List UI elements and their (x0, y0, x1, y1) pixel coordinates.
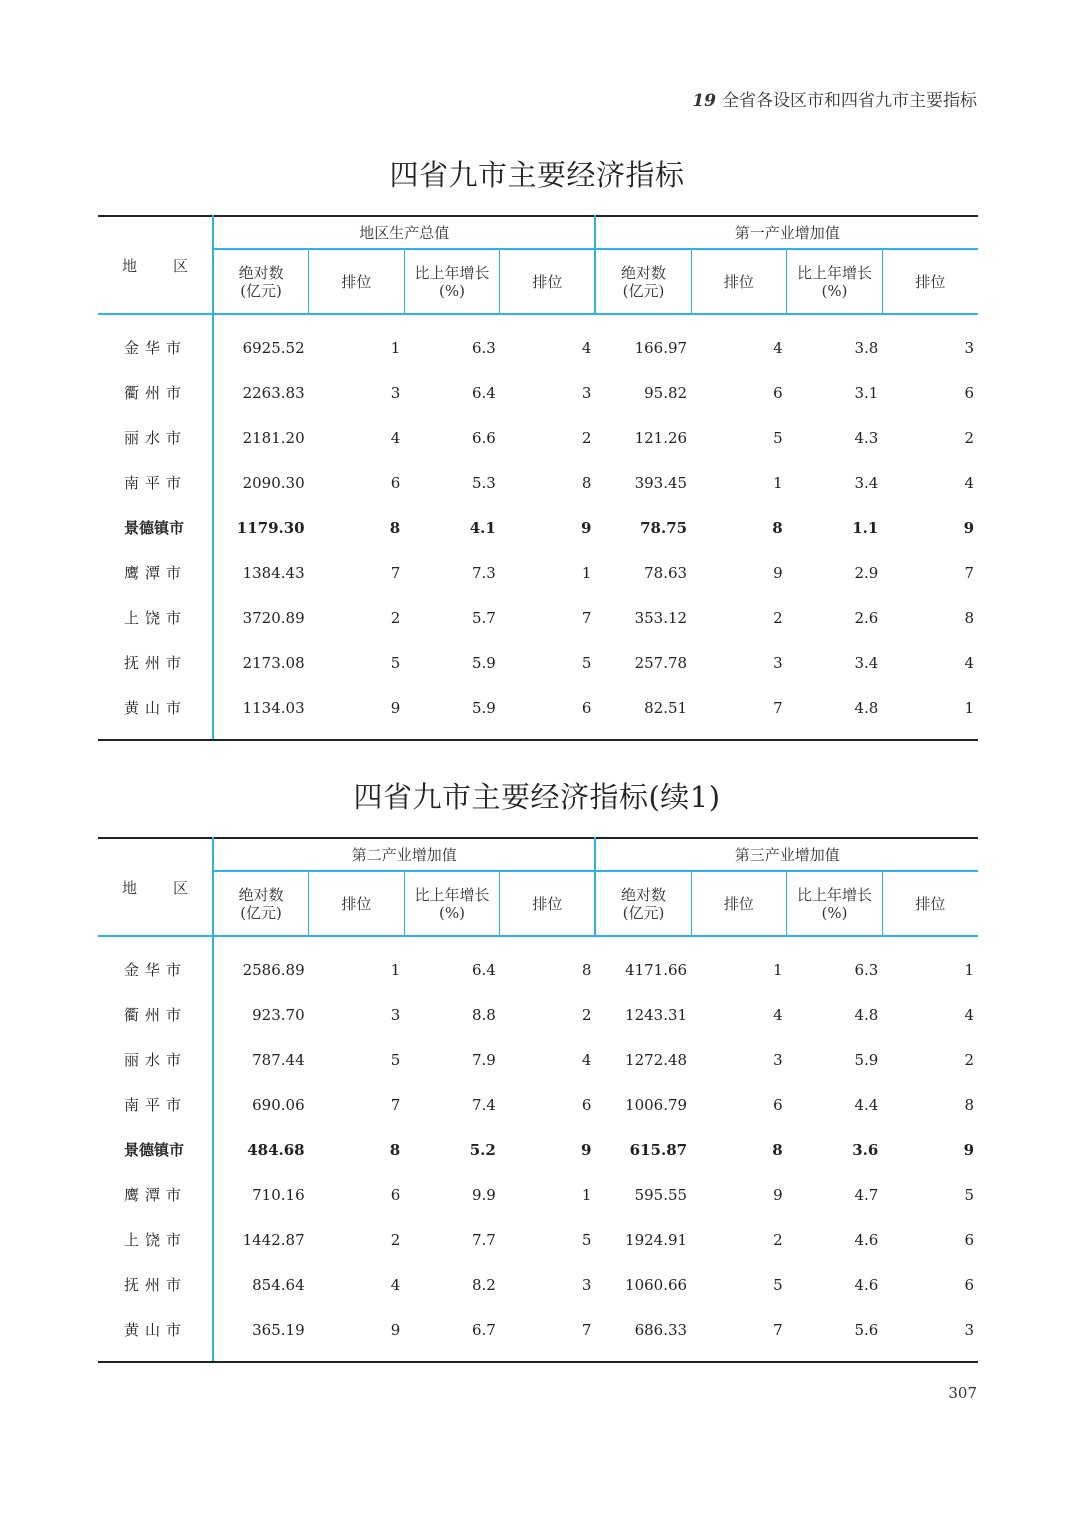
region-header (98, 838, 213, 936)
table-cell: 4 (773, 338, 783, 357)
table-cell: 3.6 (852, 1140, 879, 1159)
table-cell: 2263.83 (242, 383, 305, 402)
table-cell: 6 (964, 383, 974, 402)
column-header (691, 871, 787, 936)
table-row (98, 936, 978, 992)
column-header-unit: (%) (439, 903, 466, 922)
region-name: 黄山市 (98, 685, 213, 740)
region-name: 南平市 (98, 1082, 213, 1127)
table-row (98, 1217, 978, 1262)
column-header (787, 249, 883, 314)
table-cell: 710.16 (252, 1185, 305, 1204)
table-cell: 2 (581, 428, 592, 447)
table-row (98, 550, 978, 595)
table-row (98, 370, 978, 415)
group-header: 第一产业增加值 (595, 216, 978, 249)
column-header (595, 871, 691, 936)
region-name: 上饶市 (98, 595, 213, 640)
region-name: 鹰潭市 (98, 550, 213, 595)
table-cell: 3.4 (854, 653, 879, 672)
table-row (98, 415, 978, 460)
table-cell: 4 (581, 338, 592, 357)
table-cell: 8 (964, 1095, 974, 1114)
table-cell: 3.1 (854, 383, 879, 402)
table-cell: 6 (964, 1230, 974, 1249)
group-header: 第二产业增加值 (213, 838, 595, 871)
table-cell: 3 (581, 383, 592, 402)
table-cell: 4.6 (854, 1230, 879, 1249)
column-header (404, 871, 500, 936)
column-header-unit: (亿元) (240, 903, 282, 922)
table-cell: 2 (390, 608, 401, 627)
column-header (309, 871, 405, 936)
column-header-label: 绝对数 (621, 885, 667, 904)
table-cell: 257.78 (634, 653, 688, 672)
column-header (787, 871, 883, 936)
table-cell: 6 (581, 1095, 592, 1114)
column-header-unit: (%) (821, 903, 848, 922)
table-cell: 121.26 (634, 428, 688, 447)
table-cell: 3 (773, 1050, 783, 1069)
column-header (309, 249, 405, 314)
table-cell: 9 (309, 685, 405, 740)
economic-indicators-table-continued (98, 837, 978, 1363)
column-header-unit: (亿元) (240, 281, 282, 300)
table-cell: 6.7 (404, 1307, 500, 1362)
table-cell: 5.9 (471, 653, 496, 672)
table-cell: 1 (390, 960, 401, 979)
table-row (98, 595, 978, 640)
column-header (500, 871, 596, 936)
table-cell: 2 (773, 1230, 783, 1249)
column-header (500, 249, 596, 314)
table-cell: 78.63 (644, 563, 688, 582)
table2-title: 四省九市主要经济指标(续1) (353, 780, 721, 814)
column-header (595, 249, 691, 314)
table-cell: 5 (581, 653, 592, 672)
table-row (98, 1172, 978, 1217)
region-name: 南平市 (98, 460, 213, 505)
table-cell: 6 (964, 1275, 974, 1294)
region-label-char: 区 (173, 257, 189, 275)
table-cell: 5 (964, 1185, 974, 1204)
table-cell: 2.9 (854, 563, 879, 582)
column-header-unit: (亿元) (622, 903, 665, 922)
table-row (98, 640, 978, 685)
table-cell: 5 (773, 1275, 783, 1294)
table-cell: 95.82 (644, 383, 688, 402)
region-name: 丽水市 (98, 415, 213, 460)
table-cell: 1060.66 (625, 1275, 688, 1294)
table-cell: 9 (963, 1140, 974, 1159)
table-cell: 1384.43 (242, 563, 305, 582)
table-cell: 5 (773, 428, 783, 447)
column-header-label: 排位 (341, 272, 372, 291)
table-cell: 5 (390, 653, 401, 672)
table-cell: 6 (500, 685, 596, 740)
table-cell: 5.2 (469, 1140, 496, 1159)
table-cell: 8 (772, 1140, 783, 1159)
table-cell: 1 (773, 473, 783, 492)
table-cell: 2 (964, 428, 974, 447)
chapter-number: 19 (692, 91, 716, 111)
table-cell: 6 (773, 1095, 783, 1114)
column-header-label: 排位 (723, 272, 754, 291)
table-row (98, 685, 978, 740)
table-cell: 8 (581, 960, 592, 979)
table-cell: 6 (390, 1185, 401, 1204)
column-header-label: 比上年增长 (414, 263, 490, 282)
group-header: 地区生产总值 (213, 216, 595, 249)
table-cell: 7 (691, 1307, 787, 1362)
table-cell: 78.75 (640, 518, 688, 537)
table-cell: 3720.89 (242, 608, 305, 627)
table-cell: 6.4 (471, 960, 496, 979)
column-header-unit: (%) (439, 281, 466, 300)
table-cell: 615.87 (629, 1140, 688, 1159)
table-cell: 484.68 (247, 1140, 305, 1159)
table-cell: 1 (773, 960, 783, 979)
table-cell: 4.8 (854, 1005, 879, 1024)
table-cell: 9 (773, 563, 783, 582)
table-cell: 2 (773, 608, 783, 627)
region-label-char: 地 (121, 257, 137, 275)
table-cell: 2090.30 (242, 473, 305, 492)
table-cell: 1 (581, 1185, 592, 1204)
table-cell: 7 (964, 563, 974, 582)
table-cell: 1006.79 (625, 1095, 688, 1114)
table-cell: 7.9 (471, 1050, 496, 1069)
column-header-label: 排位 (915, 272, 946, 291)
column-header-label: 比上年增长 (796, 885, 872, 904)
table-cell: 2 (390, 1230, 401, 1249)
table-cell: 5.9 (854, 1050, 879, 1069)
table-cell: 7.7 (471, 1230, 496, 1249)
region-name: 金华市 (98, 936, 213, 992)
table-cell: 7 (390, 1095, 401, 1114)
column-header-label: 排位 (532, 894, 563, 913)
table-cell: 5.9 (404, 685, 500, 740)
column-header (213, 249, 309, 314)
table-cell: 787.44 (252, 1050, 305, 1069)
table-row (98, 1307, 978, 1362)
column-header-unit: (亿元) (622, 281, 665, 300)
region-name: 景德镇市 (98, 1127, 213, 1172)
table-cell: 7 (581, 608, 592, 627)
table-row (98, 314, 978, 370)
table-cell: 4 (964, 473, 974, 492)
table-cell: 393.45 (634, 473, 688, 492)
table-cell: 8 (389, 518, 401, 537)
column-header (882, 249, 978, 314)
table-cell: 1272.48 (625, 1050, 688, 1069)
column-header-label: 排位 (723, 894, 754, 913)
table-cell: 9 (309, 1307, 405, 1362)
economic-indicators-table (98, 215, 978, 741)
column-header (213, 871, 309, 936)
table-cell: 3.8 (854, 338, 879, 357)
table-cell: 4.3 (854, 428, 879, 447)
table-cell: 5.7 (471, 608, 496, 627)
table-cell: 8 (581, 473, 592, 492)
column-header-label: 比上年增长 (796, 263, 872, 282)
table-cell: 4 (581, 1050, 592, 1069)
table-cell: 1.1 (852, 518, 879, 537)
table-cell: 82.51 (595, 685, 691, 740)
table-cell: 2173.08 (242, 653, 305, 672)
table-row (98, 460, 978, 505)
table-row (98, 505, 978, 550)
table-row (98, 1037, 978, 1082)
table-cell: 4.1 (469, 518, 496, 537)
region-name: 抚州市 (98, 1262, 213, 1307)
table-row (98, 992, 978, 1037)
table-cell: 3 (390, 383, 401, 402)
table-cell: 4 (390, 428, 401, 447)
region-name: 景德镇市 (98, 505, 213, 550)
table-cell: 1 (581, 563, 592, 582)
region-name: 抚州市 (98, 640, 213, 685)
table-cell: 4171.66 (625, 960, 688, 979)
table-cell: 4.4 (854, 1095, 879, 1114)
column-header (691, 249, 787, 314)
table-cell: 8 (964, 608, 974, 627)
table-cell: 2 (964, 1050, 974, 1069)
table-cell: 166.97 (634, 338, 688, 357)
table-cell: 7.3 (471, 563, 496, 582)
table-cell: 8.2 (471, 1275, 496, 1294)
table-cell: 923.70 (252, 1005, 305, 1024)
table-cell: 1 (390, 338, 401, 357)
table-cell: 9.9 (471, 1185, 496, 1204)
column-header (404, 249, 500, 314)
table-cell: 5.3 (471, 473, 496, 492)
table-row (98, 1262, 978, 1307)
table-cell: 4.7 (854, 1185, 879, 1204)
table-cell: 3.4 (854, 473, 879, 492)
column-header-label: 排位 (532, 272, 563, 291)
table-cell: 1243.31 (625, 1005, 688, 1024)
chapter-title: 全省各设区市和四省九市主要指标 (722, 91, 977, 111)
table-cell: 4 (773, 1005, 783, 1024)
table-cell: 7.4 (471, 1095, 496, 1114)
region-label-char: 区 (173, 879, 189, 897)
table-cell: 8.8 (471, 1005, 496, 1024)
column-header-unit: (%) (821, 281, 848, 300)
table-cell: 353.12 (634, 608, 688, 627)
table-cell: 8 (389, 1140, 401, 1159)
table-cell: 4 (964, 653, 974, 672)
column-header-label: 绝对数 (238, 885, 284, 904)
table-cell: 1 (964, 960, 974, 979)
region-name: 丽水市 (98, 1037, 213, 1082)
table-cell: 6 (390, 473, 401, 492)
region-name: 衢州市 (98, 370, 213, 415)
table-cell: 4.8 (787, 685, 883, 740)
column-header-label: 比上年增长 (414, 885, 490, 904)
table-cell: 595.55 (634, 1185, 688, 1204)
region-name: 黄山市 (98, 1307, 213, 1362)
region-header (98, 216, 213, 314)
column-header-label: 绝对数 (621, 263, 667, 282)
region-name: 衢州市 (98, 992, 213, 1037)
table-cell: 9 (581, 518, 592, 537)
column-header (882, 871, 978, 936)
region-name: 金华市 (98, 314, 213, 370)
table-row (98, 1082, 978, 1127)
table-cell: 9 (581, 1140, 592, 1159)
table-cell: 6.3 (854, 960, 879, 979)
table-cell: 7 (500, 1307, 596, 1362)
group-header: 第三产业增加值 (595, 838, 978, 871)
table-cell: 7 (390, 563, 401, 582)
table-cell: 6925.52 (242, 338, 305, 357)
table-cell: 4 (964, 1005, 974, 1024)
table-cell: 1134.03 (213, 685, 309, 740)
table-cell: 7 (691, 685, 787, 740)
table-cell: 3 (773, 653, 783, 672)
table-cell: 5.6 (787, 1307, 883, 1362)
table-cell: 690.06 (252, 1095, 305, 1114)
table-cell: 9 (773, 1185, 783, 1204)
table-cell: 365.19 (213, 1307, 309, 1362)
table-cell: 5 (390, 1050, 401, 1069)
table-cell: 2.6 (854, 608, 879, 627)
column-header-label: 绝对数 (238, 263, 284, 282)
table-cell: 3 (964, 338, 974, 357)
table-cell: 6.3 (471, 338, 496, 357)
table-cell: 1179.30 (236, 518, 305, 537)
table-cell: 2181.20 (242, 428, 305, 447)
table-cell: 3 (882, 1307, 978, 1362)
column-header-label: 排位 (915, 894, 946, 913)
table-cell: 9 (963, 518, 974, 537)
region-name: 鹰潭市 (98, 1172, 213, 1217)
table-row (98, 1127, 978, 1172)
column-header-label: 排位 (341, 894, 372, 913)
table-cell: 8 (772, 518, 783, 537)
table-cell: 2586.89 (242, 960, 305, 979)
page-number: 307 (948, 1384, 977, 1402)
table-cell: 5 (581, 1230, 592, 1249)
table-cell: 1 (882, 685, 978, 740)
table-cell: 4.6 (854, 1275, 879, 1294)
region-label-char: 地 (121, 879, 137, 897)
table-cell: 6 (773, 383, 783, 402)
table-cell: 4 (390, 1275, 401, 1294)
table-cell: 6.6 (471, 428, 496, 447)
table-cell: 854.64 (252, 1275, 305, 1294)
running-header (692, 86, 977, 111)
table-cell: 686.33 (595, 1307, 691, 1362)
table-cell: 3 (581, 1275, 592, 1294)
table-cell: 1924.91 (625, 1230, 688, 1249)
table-cell: 6.4 (471, 383, 496, 402)
table-cell: 3 (390, 1005, 401, 1024)
table1-title: 四省九市主要经济指标 (389, 158, 685, 192)
region-name: 上饶市 (98, 1217, 213, 1262)
table-cell: 2 (581, 1005, 592, 1024)
table-cell: 1442.87 (242, 1230, 305, 1249)
